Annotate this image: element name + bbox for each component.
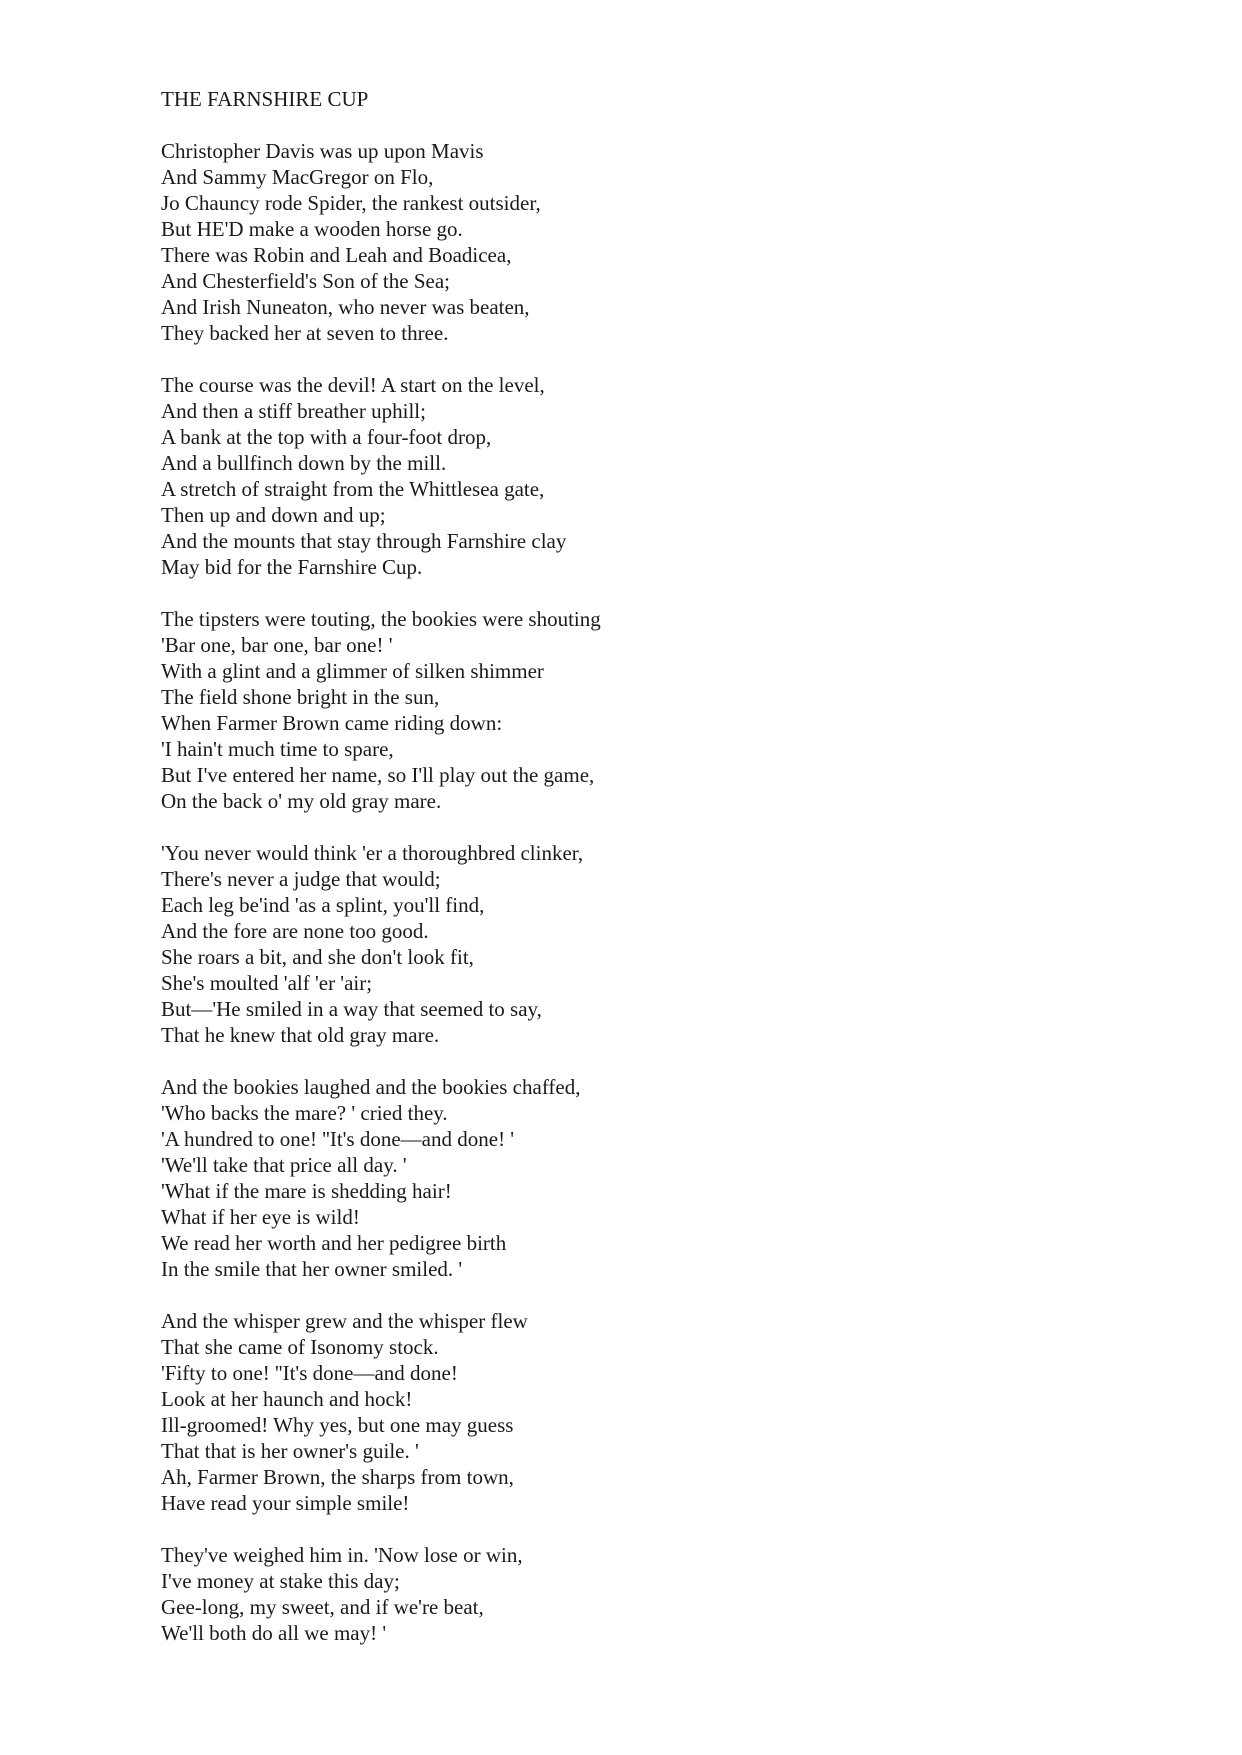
- poem-line: Jo Chauncy rode Spider, the rankest outsider,: [161, 191, 541, 215]
- poem-line: That that is her owner's guile. ': [161, 1439, 419, 1463]
- poem-line: With a glint and a glimmer of silken shimmer: [161, 659, 544, 683]
- poem-line: There's never a judge that would;: [161, 867, 441, 891]
- poem-line: And Irish Nuneaton, who never was beaten,: [161, 295, 530, 319]
- poem-line: 'You never would think 'er a thoroughbred clinker,: [161, 841, 584, 865]
- stanza-5: [161, 1074, 1161, 1282]
- poem-line: And the mounts that stay through Farnshire clay: [161, 529, 567, 553]
- poem-line: And the fore are none too good.: [161, 919, 429, 943]
- poem-line: Then up and down and up;: [161, 503, 386, 527]
- poem-line: She roars a bit, and she don't look fit,: [161, 945, 474, 969]
- poem-line: I've money at stake this day;: [161, 1569, 400, 1593]
- poem-line: 'Who backs the mare? ' cried they.: [161, 1101, 448, 1125]
- stanza-2: [161, 372, 1161, 580]
- poem-line: What if her eye is wild!: [161, 1205, 360, 1229]
- stanza-6: [161, 1308, 1161, 1516]
- poem-line: And Sammy MacGregor on Flo,: [161, 165, 434, 189]
- poem-line: 'Fifty to one! ''It's done—and done!: [161, 1361, 458, 1385]
- poem-line: There was Robin and Leah and Boadicea,: [161, 243, 512, 267]
- stanza-3: [161, 606, 1161, 814]
- poem-line: But—'He smiled in a way that seemed to say,: [161, 997, 542, 1021]
- poem-line: We read her worth and her pedigree birth: [161, 1231, 507, 1255]
- poem-line: When Farmer Brown came riding down:: [161, 711, 503, 735]
- poem-line: That she came of Isonomy stock.: [161, 1335, 439, 1359]
- poem-line: The course was the devil! A start on the level,: [161, 373, 545, 397]
- poem-body: [161, 86, 1161, 1672]
- poem-line: That he knew that old gray mare.: [161, 1023, 440, 1047]
- stanza-7: [161, 1542, 1161, 1646]
- poem-line: But I've entered her name, so I'll play out the game,: [161, 763, 595, 787]
- poem-line: And Chesterfield's Son of the Sea;: [161, 269, 450, 293]
- poem-line: A bank at the top with a four-foot drop,: [161, 425, 492, 449]
- poem-line: And a bullfinch down by the mill.: [161, 451, 447, 475]
- poem-line: She's moulted 'alf 'er 'air;: [161, 971, 373, 995]
- poem-line: We'll both do all we may! ': [161, 1621, 387, 1645]
- poem-line: Ill-groomed! Why yes, but one may guess: [161, 1413, 514, 1437]
- poem-line: In the smile that her owner smiled. ': [161, 1257, 463, 1281]
- poem-line: They backed her at seven to three.: [161, 321, 449, 345]
- poem-line: 'I hain't much time to spare,: [161, 737, 394, 761]
- poem-line: Christopher Davis was up upon Mavis: [161, 139, 484, 163]
- poem-line: The tipsters were touting, the bookies were shouting: [161, 607, 601, 631]
- poem-line: 'We'll take that price all day. ': [161, 1153, 407, 1177]
- poem-line: 'What if the mare is shedding hair!: [161, 1179, 452, 1203]
- poem-line: They've weighed him in. 'Now lose or win,: [161, 1543, 523, 1567]
- poem-line: A stretch of straight from the Whittlesea gate,: [161, 477, 545, 501]
- stanza-4: [161, 840, 1161, 1048]
- poem-line: And the bookies laughed and the bookies chaffed,: [161, 1075, 581, 1099]
- poem-line: But HE'D make a wooden horse go.: [161, 217, 463, 241]
- stanza-1: [161, 138, 1161, 346]
- poem-line: Ah, Farmer Brown, the sharps from town,: [161, 1465, 514, 1489]
- poem-line: Look at her haunch and hock!: [161, 1387, 413, 1411]
- poem-line: And the whisper grew and the whisper flew: [161, 1309, 528, 1333]
- poem-line: And then a stiff breather uphill;: [161, 399, 426, 423]
- poem-line: 'Bar one, bar one, bar one! ': [161, 633, 393, 657]
- poem-line: May bid for the Farnshire Cup.: [161, 555, 423, 579]
- poem-line: The field shone bright in the sun,: [161, 685, 440, 709]
- poem-line: Each leg be'ind 'as a splint, you'll find,: [161, 893, 485, 917]
- poem-line: Gee-long, my sweet, and if we're beat,: [161, 1595, 484, 1619]
- poem-line: 'A hundred to one! ''It's done—and done! ': [161, 1127, 515, 1151]
- poem-title: THE FARNSHIRE CUP: [161, 87, 369, 111]
- poem-line: Have read your simple smile!: [161, 1491, 410, 1515]
- poem-line: On the back o' my old gray mare.: [161, 789, 442, 813]
